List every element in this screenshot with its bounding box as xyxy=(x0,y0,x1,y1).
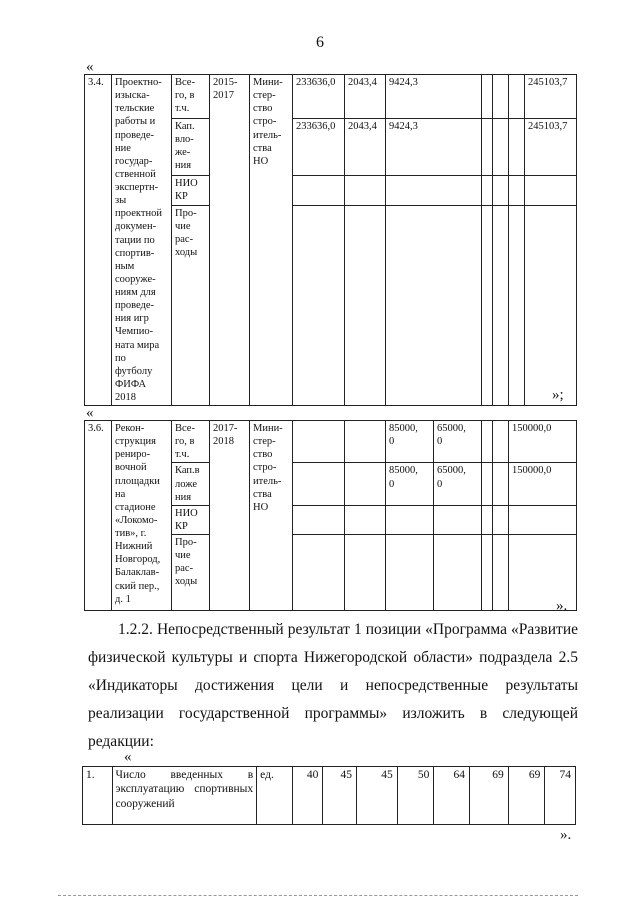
indicator-value: 50 xyxy=(397,767,434,825)
value-cell xyxy=(386,175,482,205)
indicator-value: 69 xyxy=(508,767,545,825)
value-cell xyxy=(509,75,525,119)
value-cell xyxy=(493,175,509,205)
value-cell xyxy=(293,535,345,611)
indicator-value: 64 xyxy=(434,767,470,825)
value-cell xyxy=(509,118,525,175)
measure-name: Проектно- изыска- тельские работы и проведе- ние государ- ственной экспертн- зы проектной докумен- тации по спортив- ным сооруже- ниям для проведе- ния игр Чемпио- ната мира по футболу ФИФА 2018 xyxy=(112,75,172,406)
value-cell xyxy=(493,463,509,505)
value-cell xyxy=(482,206,493,406)
value-cell xyxy=(386,206,482,406)
value-cell: 150000,0 xyxy=(509,463,577,505)
value-cell xyxy=(493,206,509,406)
executor: Мини- стер- ство стро- итель- ства НО xyxy=(250,75,293,406)
paragraph-1-2-2 xyxy=(88,616,578,756)
open-quote-2: « xyxy=(86,405,94,421)
indicator-value: 40 xyxy=(292,767,323,825)
row-number: 1. xyxy=(83,767,113,825)
value-cell: 245103,7 xyxy=(525,75,577,119)
value-cell xyxy=(493,505,509,534)
value-cell xyxy=(345,421,386,463)
page-bottom-rule xyxy=(58,895,578,896)
value-cell: 2043,4 xyxy=(345,118,386,175)
paragraph-line: «Индикаторы достижения цели и непосредственные результаты xyxy=(88,677,578,694)
value-cell xyxy=(482,505,493,534)
indicator-name: Число введенных в эксплуатацию спортивных сооружений xyxy=(112,767,257,825)
paragraph-line: реализации государственной программы» изложить в следующей xyxy=(88,705,578,722)
type-other: Про- чие рас- ходы xyxy=(172,206,210,406)
value-cell xyxy=(386,535,434,611)
paragraph-line: редакции: xyxy=(88,733,154,750)
value-cell: 85000, 0 xyxy=(386,463,434,505)
value-cell xyxy=(293,175,345,205)
value-cell xyxy=(525,175,577,205)
value-cell xyxy=(293,463,345,505)
value-cell: 233636,0 xyxy=(293,75,345,119)
value-cell xyxy=(493,535,509,611)
value-cell xyxy=(482,75,493,119)
value-cell xyxy=(482,463,493,505)
value-cell: 9424,3 xyxy=(386,118,482,175)
indicator-value: 45 xyxy=(323,767,357,825)
value-cell xyxy=(434,505,482,534)
value-cell xyxy=(509,175,525,205)
page-number: 6 xyxy=(316,34,324,51)
type-rnd: НИО КР xyxy=(172,505,210,534)
value-cell xyxy=(493,421,509,463)
value-cell: 245103,7 xyxy=(525,118,577,175)
measure-name: Рекон- струкция рениро- вочной площадки на стадионе «Локомо- тив», г. Нижний Новгород, Балаклав- ский пер., д. 1 xyxy=(112,421,172,611)
value-cell xyxy=(482,118,493,175)
value-cell xyxy=(386,505,434,534)
type-rnd: НИО КР xyxy=(172,175,210,205)
table-3-6 xyxy=(84,420,577,611)
value-cell xyxy=(345,463,386,505)
period: 2015- 2017 xyxy=(210,75,250,406)
value-cell: 233636,0 xyxy=(293,118,345,175)
value-cell: 150000,0 xyxy=(509,421,577,463)
value-cell: 65000, 0 xyxy=(434,421,482,463)
indicator-value: 69 xyxy=(469,767,508,825)
value-cell xyxy=(345,535,386,611)
unit: ед. xyxy=(257,767,293,825)
value-cell xyxy=(434,535,482,611)
type-other: Про- чие рас- ходы xyxy=(172,535,210,611)
type-capital: Кап.в ложе ния xyxy=(172,463,210,505)
row-number: 3.4. xyxy=(85,75,112,406)
type-total: Все- го, в т.ч. xyxy=(172,421,210,463)
value-cell: 9424,3 xyxy=(386,75,482,119)
executor: Мини- стер- ство стро- итель- ства НО xyxy=(250,421,293,611)
value-cell xyxy=(293,206,345,406)
row-number: 3.6. xyxy=(85,421,112,611)
indicator-value: 74 xyxy=(545,767,576,825)
close-quote-2: ». xyxy=(556,598,568,614)
open-quote-3: « xyxy=(124,749,132,765)
value-cell xyxy=(482,175,493,205)
indicator-table xyxy=(82,766,576,825)
close-quote-1: »; xyxy=(552,387,564,403)
value-cell xyxy=(493,75,509,119)
paragraph-line: физической культуры и спорта Нижегородской области» подраздела 2.5 xyxy=(88,649,578,666)
close-quote-3: ». xyxy=(560,827,572,843)
value-cell xyxy=(345,175,386,205)
value-cell: 85000, 0 xyxy=(386,421,434,463)
type-total: Все- го, в т.ч. xyxy=(172,75,210,119)
value-cell xyxy=(293,505,345,534)
table-3-4 xyxy=(84,74,577,406)
type-capital: Кап. вло- же- ния xyxy=(172,118,210,175)
paragraph-line: 1.2.2. Непосредственный результат 1 позиции «Программа «Развитие xyxy=(118,621,578,638)
value-cell xyxy=(482,421,493,463)
value-cell: 65000, 0 xyxy=(434,463,482,505)
value-cell xyxy=(493,118,509,175)
value-cell xyxy=(509,505,577,534)
value-cell xyxy=(345,206,386,406)
value-cell xyxy=(525,206,577,406)
value-cell xyxy=(482,535,493,611)
open-quote-1: « xyxy=(86,59,94,75)
value-cell xyxy=(345,505,386,534)
value-cell xyxy=(293,421,345,463)
value-cell: 2043,4 xyxy=(345,75,386,119)
indicator-value: 45 xyxy=(356,767,397,825)
value-cell xyxy=(509,206,525,406)
period: 2017- 2018 xyxy=(210,421,250,611)
